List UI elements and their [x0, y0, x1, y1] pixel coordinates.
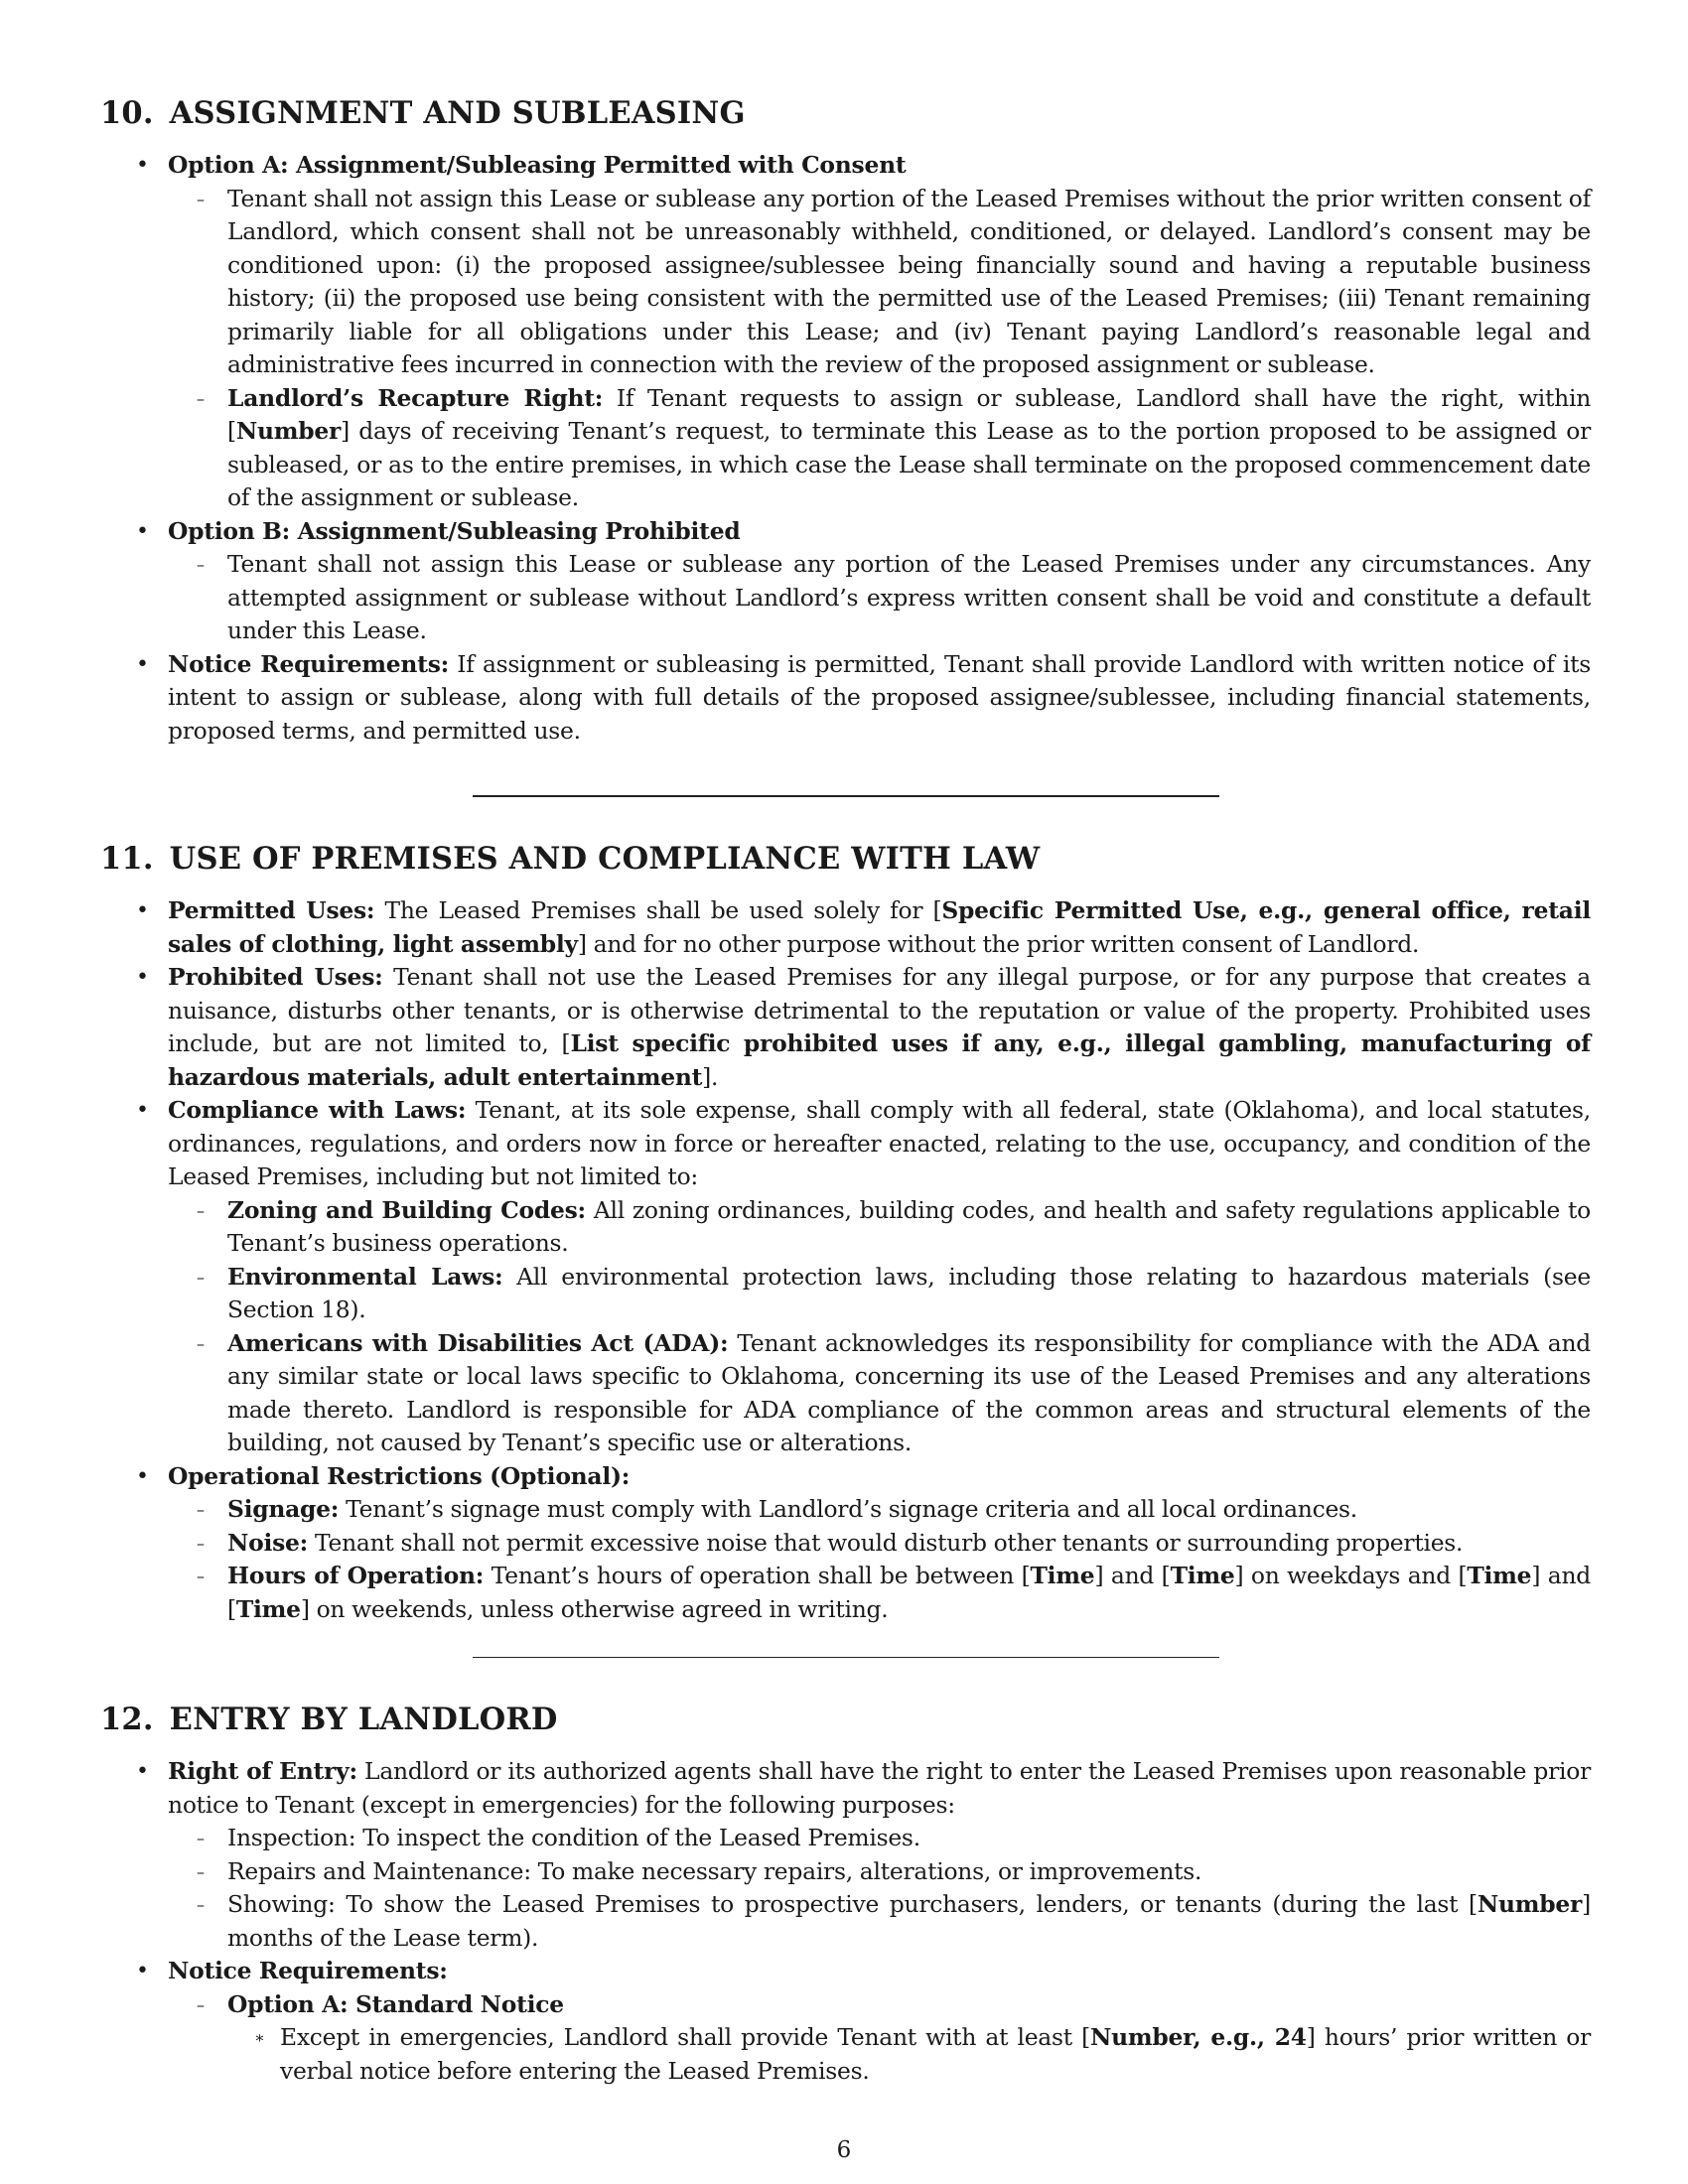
- sub-list-item: [168, 1988, 1591, 2089]
- placeholder-field: Number: [235, 417, 342, 445]
- item-text: Tenant acknowledges its responsibility for compliance with the ADA and any similar state or local laws specific to Oklahoma, concerning its use of the Leased Premises and any alterations made thereto. Landlord is responsible for ADA compliance of the common areas and structural elements of the building, not caused by Tenant’s specific use or alterations.: [227, 1328, 1591, 1456]
- section-list: [100, 894, 1591, 1626]
- item-text: All zoning ordinances, building codes, and health and safety regulations applicable to Tenant’s business operations.: [227, 1195, 1591, 1257]
- sub-list: [168, 548, 1591, 648]
- item-label: Environmental Laws:: [227, 1262, 503, 1291]
- item-text: ] and [: [227, 1562, 1591, 1623]
- item-text: ] and [: [1094, 1562, 1171, 1589]
- sub-list-item: [168, 1822, 1591, 1855]
- sub-sub-list-item: [227, 2021, 1591, 2088]
- item-text: ].: [702, 1062, 719, 1091]
- sub-list-item: [168, 1327, 1591, 1460]
- section-number: 10.: [100, 95, 154, 131]
- item-label: Americans with Disabilities Act (ADA):: [227, 1328, 729, 1357]
- section-heading: [100, 1698, 1591, 1741]
- list-item: [100, 1094, 1591, 1460]
- item-text: ] on weekdays and [: [1234, 1562, 1468, 1589]
- section-10: [100, 91, 1591, 748]
- section-heading: [100, 91, 1591, 135]
- item-label: Noise:: [227, 1528, 309, 1557]
- item-label: Permitted Uses:: [168, 896, 375, 924]
- placeholder-field: Specific Permitted Use, e.g., general office, retail sales of clothing, light assembly: [168, 896, 1591, 958]
- placeholder-field: Time: [235, 1594, 301, 1623]
- sub-list-item: [168, 548, 1591, 648]
- section-title: USE OF PREMISES AND COMPLIANCE WITH LAW: [169, 841, 1041, 877]
- page-number: 6: [836, 2137, 852, 2163]
- list-item: [100, 648, 1591, 749]
- section-divider: [473, 795, 1219, 797]
- placeholder-field: Number, e.g., 24: [1090, 2023, 1307, 2051]
- sub-list-item: [168, 382, 1591, 515]
- sub-list-item: [168, 1855, 1591, 1889]
- sub-list-item: [168, 1261, 1591, 1327]
- sub-list: [168, 1493, 1591, 1626]
- list-item: [100, 961, 1591, 1094]
- item-text: Except in emergencies, Landlord shall provide Tenant with at least [: [280, 2023, 1091, 2051]
- section-list: [100, 1755, 1591, 2088]
- placeholder-field: Time: [1170, 1562, 1235, 1589]
- list-item: [100, 1460, 1591, 1627]
- item-text: ] hours’ prior written or verbal notice before entering the Leased Premises.: [280, 2023, 1592, 2085]
- item-text: Tenant shall not permit excessive noise that would disturb other tenants or surrounding properties.: [314, 1528, 1464, 1557]
- list-item: [100, 149, 1591, 515]
- sub-list-item: [168, 1194, 1591, 1261]
- item-label: Option B: Assignment/Subleasing Prohibited: [168, 516, 741, 545]
- placeholder-field: List specific prohibited uses if any, e.g., illegal gambling, manufacturing of hazardous materials, adult entertainment: [168, 1029, 1591, 1091]
- item-text: – Tenant shall not assign this Lease or sublease any portion of the Leased Premises under any circumstances. Any attempted assignment or sublease without Landlord’s express written consent shall be void and constitute a default under this Lease.: [227, 550, 1591, 644]
- section-list: [100, 149, 1591, 748]
- section-heading: [100, 837, 1591, 881]
- item-text: Landlord or its authorized agents shall have the right to enter the Leased Premises upon reasonable prior notice to Tenant (except in emergencies) for the following purposes:: [168, 1757, 1592, 1819]
- section-title: ENTRY BY LANDLORD: [169, 1702, 558, 1737]
- item-text: If assignment or subleasing is permitted, Tenant shall provide Landlord with written notice of its intent to assign or sublease, along with full details of the proposed assignee/sublessee, including financial statements, proposed terms, and permitted use.: [168, 649, 1591, 745]
- sub-list-item: [168, 1527, 1591, 1561]
- section-number: 12.: [100, 1702, 154, 1737]
- item-text: Tenant shall not use the Leased Premises for any illegal purpose, or for any purpose that creates a nuisance, disturbs other tenants, or is otherwise detrimental to the reputation or value of the property. Prohibited uses include, but are not limited to, [: [168, 963, 1591, 1057]
- sub-list-item: [168, 1493, 1591, 1527]
- item-label: Compliance with Laws:: [168, 1096, 467, 1124]
- section-11: [100, 837, 1591, 1626]
- sub-list: [168, 1988, 1591, 2089]
- section-divider: [473, 1657, 1219, 1658]
- item-text: Showing: To show the Leased Premises to prospective purchasers, lenders, or tenants (during the last [: [227, 1890, 1477, 1918]
- placeholder-field: Time: [1467, 1562, 1532, 1589]
- list-item: [100, 1755, 1591, 1955]
- list-item: [100, 894, 1591, 961]
- sub-list: [168, 183, 1591, 515]
- item-label: Option A: Standard Notice: [227, 1989, 564, 2018]
- sub-list-item: [168, 1888, 1591, 1955]
- item-label: Hours of Operation:: [227, 1562, 485, 1589]
- list-item: [100, 1955, 1591, 2088]
- item-label: Right of Entry:: [168, 1757, 357, 1785]
- section-title: ASSIGNMENT AND SUBLEASING: [169, 95, 746, 131]
- item-label: Signage:: [227, 1495, 340, 1523]
- item-text: Tenant’s signage must comply with Landlord’s signage criteria and all local ordinances.: [346, 1495, 1357, 1523]
- placeholder-field: Number: [1477, 1890, 1583, 1918]
- item-label: Notice Requirements:: [168, 649, 450, 678]
- sub-sub-list: [227, 2021, 1591, 2088]
- sub-list-item: [168, 1560, 1591, 1626]
- sub-list: [168, 1194, 1591, 1460]
- item-text: ] on weekends, unless otherwise agreed in writing.: [300, 1594, 889, 1623]
- item-label: Notice Requirements:: [168, 1957, 448, 1984]
- section-12: [100, 1698, 1591, 2088]
- sub-list: [168, 1822, 1591, 1955]
- item-text: Tenant’s hours of operation shall be between [: [491, 1562, 1031, 1589]
- item-label: Operational Restrictions (Optional):: [168, 1461, 631, 1490]
- item-text: If Tenant requests to assign or sublease, Landlord shall have the right, within [: [227, 383, 1592, 445]
- item-text: The Leased Premises shall be used solely for [: [384, 896, 942, 924]
- item-label: Option A: Assignment/Subleasing Permitted with Consent: [168, 151, 907, 179]
- item-text: ] months of the Lease term).: [227, 1890, 1591, 1952]
- item-label: Prohibited Uses:: [168, 963, 383, 991]
- placeholder-field: Time: [1030, 1562, 1095, 1589]
- item-text: ] days of receiving Tenant’s request, to terminate this Lease as to the portion proposed to be assigned or subleased, or as to the entire premises, in which case the Lease shall terminate on the proposed commencement date of the assignment or sublease.: [227, 417, 1591, 511]
- section-number: 11.: [100, 841, 154, 877]
- sub-list-item: [168, 183, 1591, 382]
- item-text: All environmental protection laws, including those relating to hazardous materials (see Section 18).: [227, 1262, 1591, 1323]
- item-text: – Inspection: To inspect the condition of the Leased Premises.: [227, 1824, 920, 1851]
- list-item: [100, 515, 1591, 648]
- item-text: ] and for no other purpose without the prior written consent of Landlord.: [577, 929, 1420, 958]
- item-text: Tenant, at its sole expense, shall comply with all federal, state (Oklahoma), and local statutes, ordinances, regulations, and orders now in force or hereafter enacted, relating to the use, occupancy, and condition of the Leased Premises, including but not limited to:: [168, 1096, 1591, 1190]
- page-content: [100, 91, 1591, 2088]
- item-text: – Tenant shall not assign this Lease or sublease any portion of the Leased Premises without the prior written consent of Landlord, which consent shall not be unreasonably withheld, conditioned, or delayed. Landlord’s consent may be conditioned upon: (i) the proposed assignee/sublessee being financially sound and having a reputable business history; (ii) the proposed use being consistent with the permitted use of the Leased Premises; (iii) Tenant remaining primarily liable for all obligations under this Lease; and (iv) Tenant paying Landlord’s reasonable legal and administrative fees incurred in connection with the review of the proposed assignment or sublease.: [227, 184, 1591, 378]
- item-label: Zoning and Building Codes:: [227, 1195, 586, 1224]
- item-label: Landlord’s Recapture Right:: [227, 383, 604, 412]
- item-text: – Repairs and Maintenance: To make necessary repairs, alterations, or improvements.: [227, 1856, 1202, 1885]
